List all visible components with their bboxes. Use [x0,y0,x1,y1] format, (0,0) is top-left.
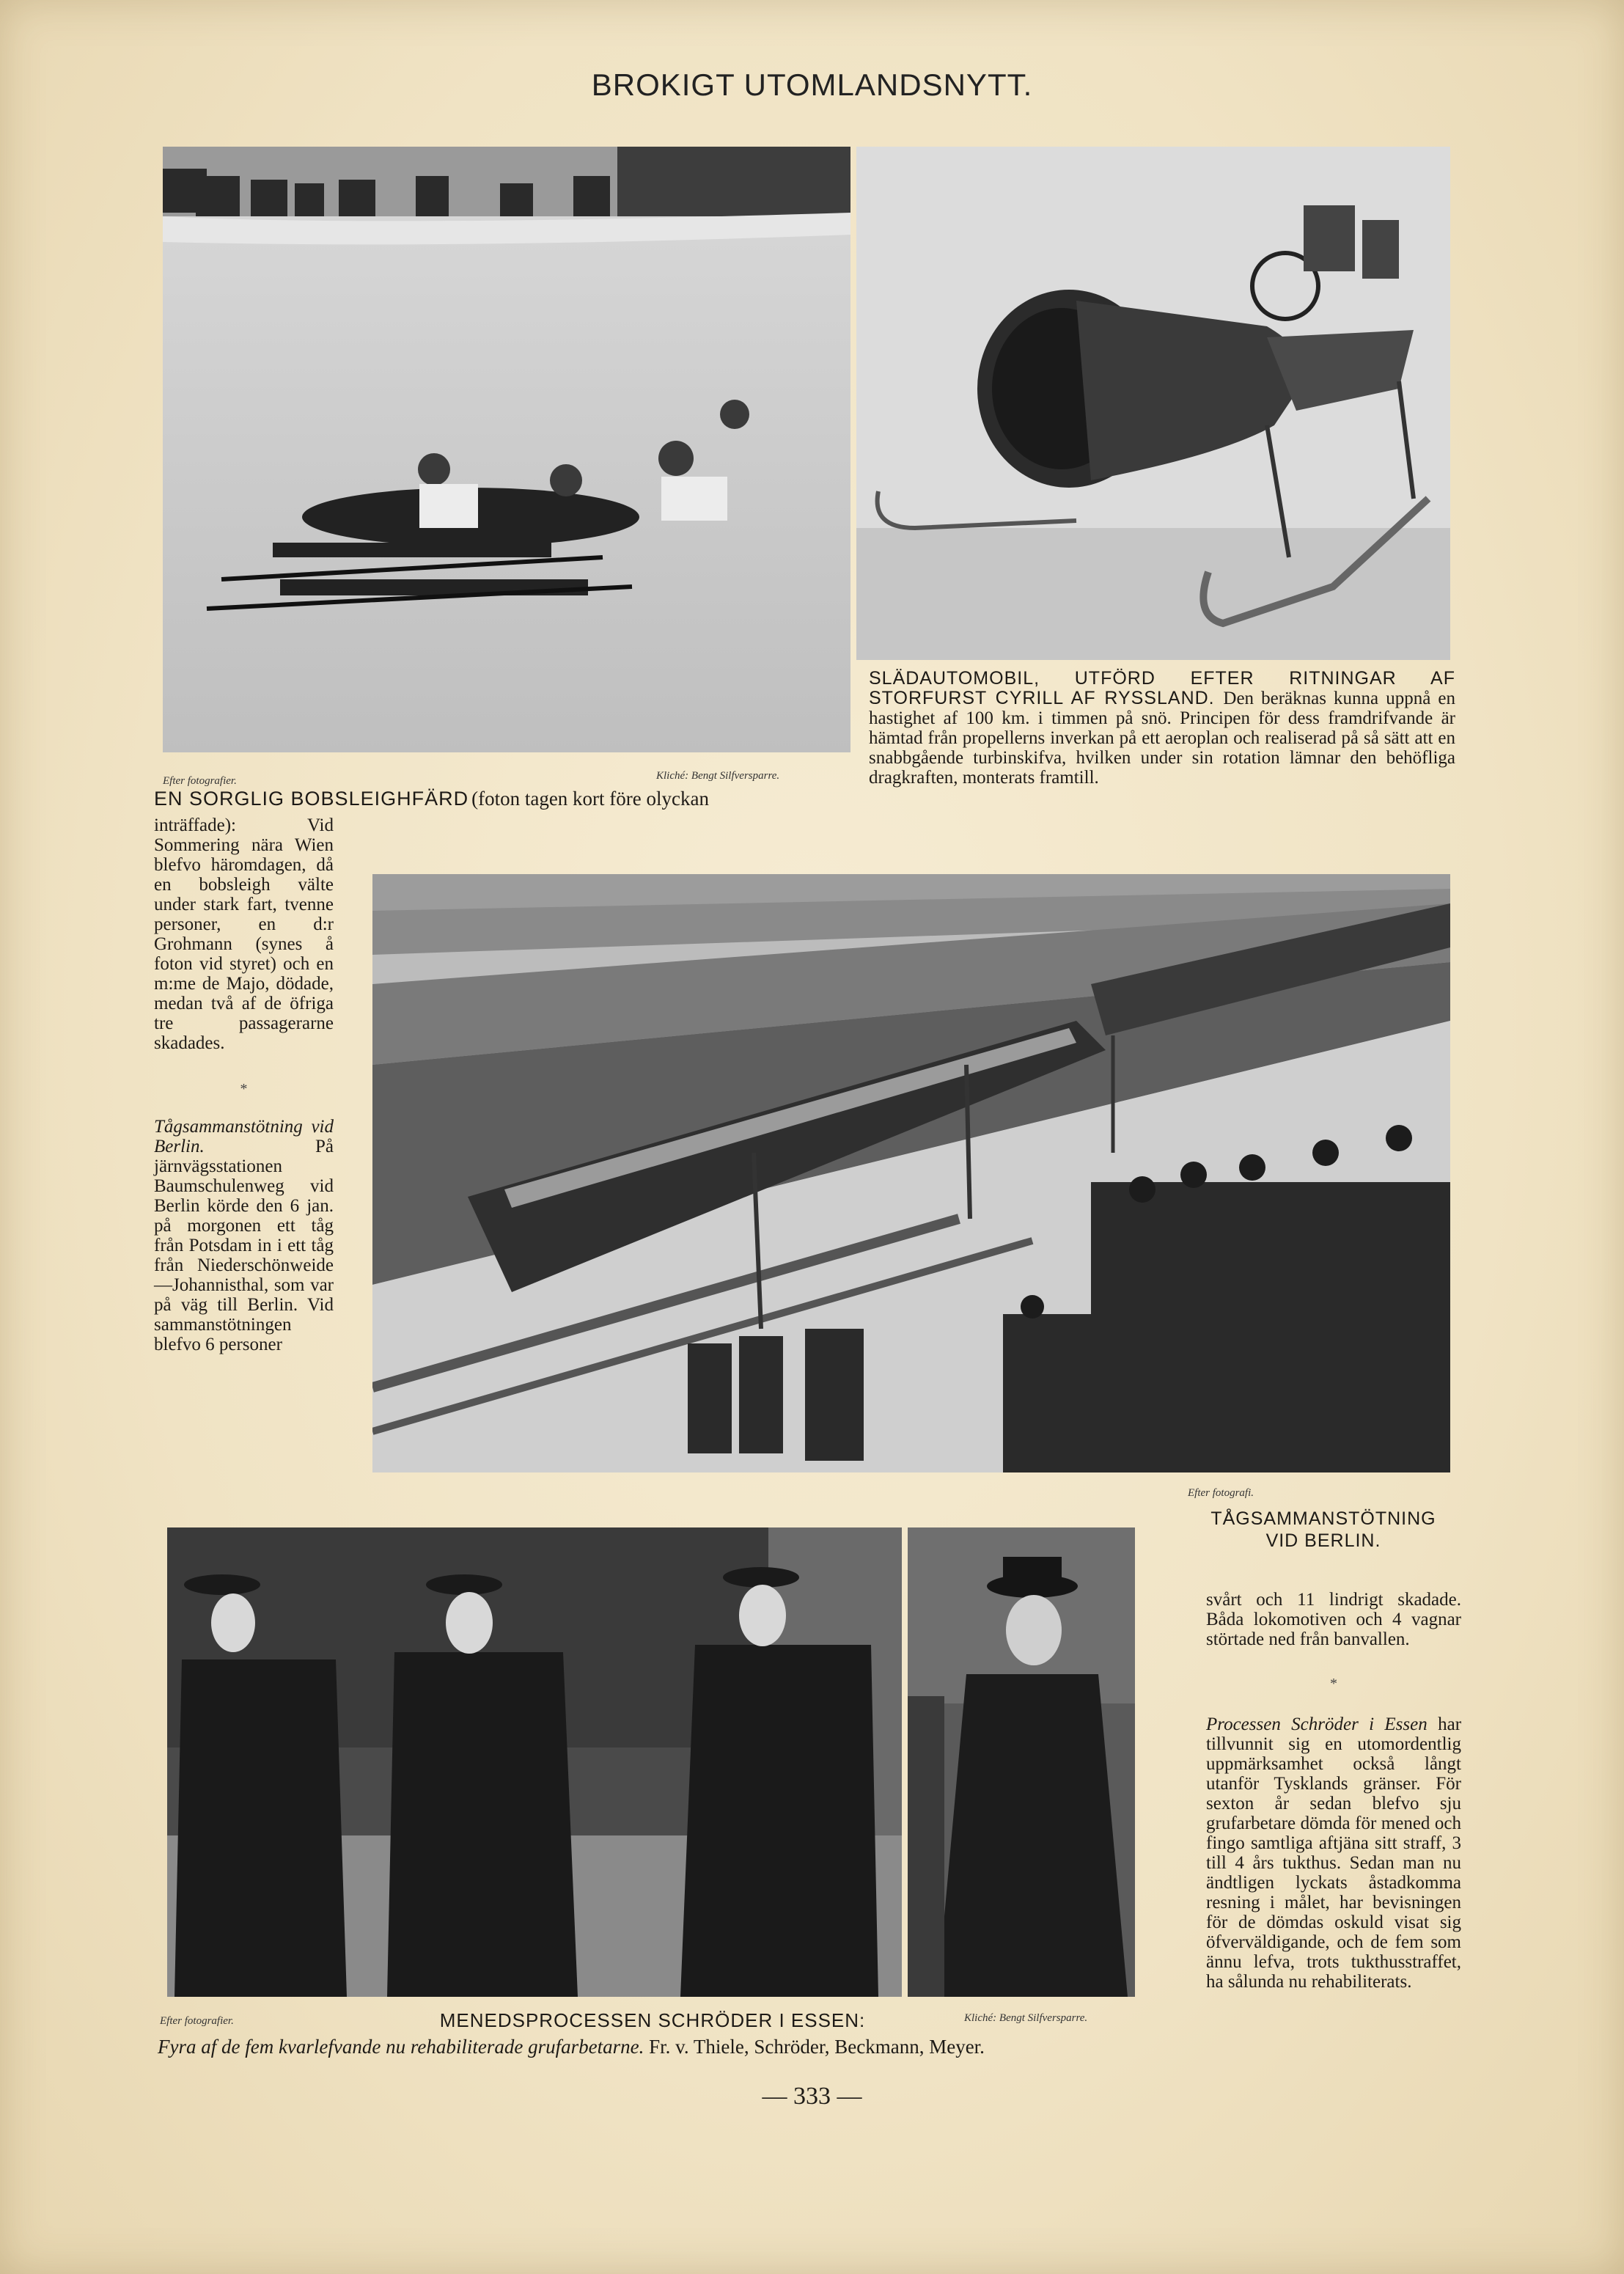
bobsleigh-caption-lead: EN SORGLIG BOBSLEIGHFÄRD [154,788,469,810]
train-caption-line2: VID BERLIN. [1265,1530,1381,1551]
essen-credit-right: Kliché: Bengt Silfversparre. [964,2012,1088,2024]
train-caption-line1: TÅGSAMMANSTÖTNING [1210,1508,1436,1529]
separator-star-2: * [1330,1676,1337,1692]
separator-star: * [240,1081,248,1097]
bobsleigh-body: inträffade): Vid Sommering nära Wien blefvo häromdagen, då en bobsleigh välte under stark fart, tvenne personer, en d:r Grohmann (synes å foton vid styret) och en m:me de Majo, dödade, medan två af de öfriga tre passagerarne skadades. [154,815,334,1053]
essen-caption-title: MENEDSPROCESSEN SCHRÖDER I ESSEN: [439,2009,866,2031]
bobsleigh-credit-left: Efter fotografier. [163,775,237,787]
process-story-body: har tillvunnit sig en utomordentlig uppmärksamhet också långt utanför Tysklands gränser. För sexton år sedan blefvo sju grufarbetare dömda för mened och fingo samtliga aftjäna sitt straff, 3 till 4 års tukthus. Sedan man nu ändtligen lyckats åstadkomma resning i målet, har bevisningen för de dömdas oskuld visat sig öfverväldigande, och de fem som ännu lefva, trots tukthusstraffet, ha sålunda nu rehabiliterats. [1206,1714,1462,1992]
essen-caption-italic: Fyra af de fem kvarlefvande nu rehabiliterade grufarbetarne. [158,2036,644,2058]
train-credit: Efter fotografi. [1188,1487,1254,1499]
bobsleigh-credit-right: Kliché: Bengt Silfversparre. [656,770,780,782]
photo-train-collision [372,874,1450,1472]
photo-essen-three-men [167,1527,902,1997]
right-text-column [1206,1590,1461,1992]
page-number: — 333 — [762,2083,862,2110]
left-text-column [154,815,334,1354]
sled-caption-lead: SLÄDAUTOMOBIL, UTFÖRD EFTER RITNINGAR AF STORFURST CYRILL AF RYSSLAND. [869,668,1455,708]
train-story-body: På järnvägsstationen Baumschulenweg vid Berlin körde den 6 jan. på morgonen ett tåg från Potsdam in i ett tåg från Niederschönweide —Johannisthal, som var på väg till Berlin. Vid sammanstötningen blefvo 6 personer [154,1137,334,1354]
essen-credit-left: Efter fotografier. [160,2015,234,2027]
page-header: BROKIGT UTOMLANDSNYTT. [591,67,1033,102]
photo-bobsleigh [163,147,850,752]
photo-sled-automobile [856,147,1450,660]
essen-caption-names: Fr. v. Thiele, Schröder, Beckmann, Meyer. [649,2036,985,2058]
process-story-title: Processen Schröder i Essen [1206,1714,1428,1734]
bobsleigh-caption-rest: (foton tagen kort före olyckan [471,788,709,810]
photo-essen-single-man [908,1527,1135,1997]
sled-caption-body: Den beräknas kunna uppnå en hastighet af 100 km. i timmen på snö. Principen för dess framdrifvande är hämtad från propellerns inverkan på ett aeroplan och realiserad på så sätt att en snabbgående turbinskifva, hvilken under sin rotation lämnar den behöfliga dragkraften, monterats framtill. [869,689,1455,788]
train-story-continued: svårt och 11 lindrigt skadade. Båda lokomotiven och 4 vagnar störtade ned från banvallen. [1206,1590,1461,1649]
train-story-title: Tågsammanstötning vid Berlin. [154,1117,334,1156]
